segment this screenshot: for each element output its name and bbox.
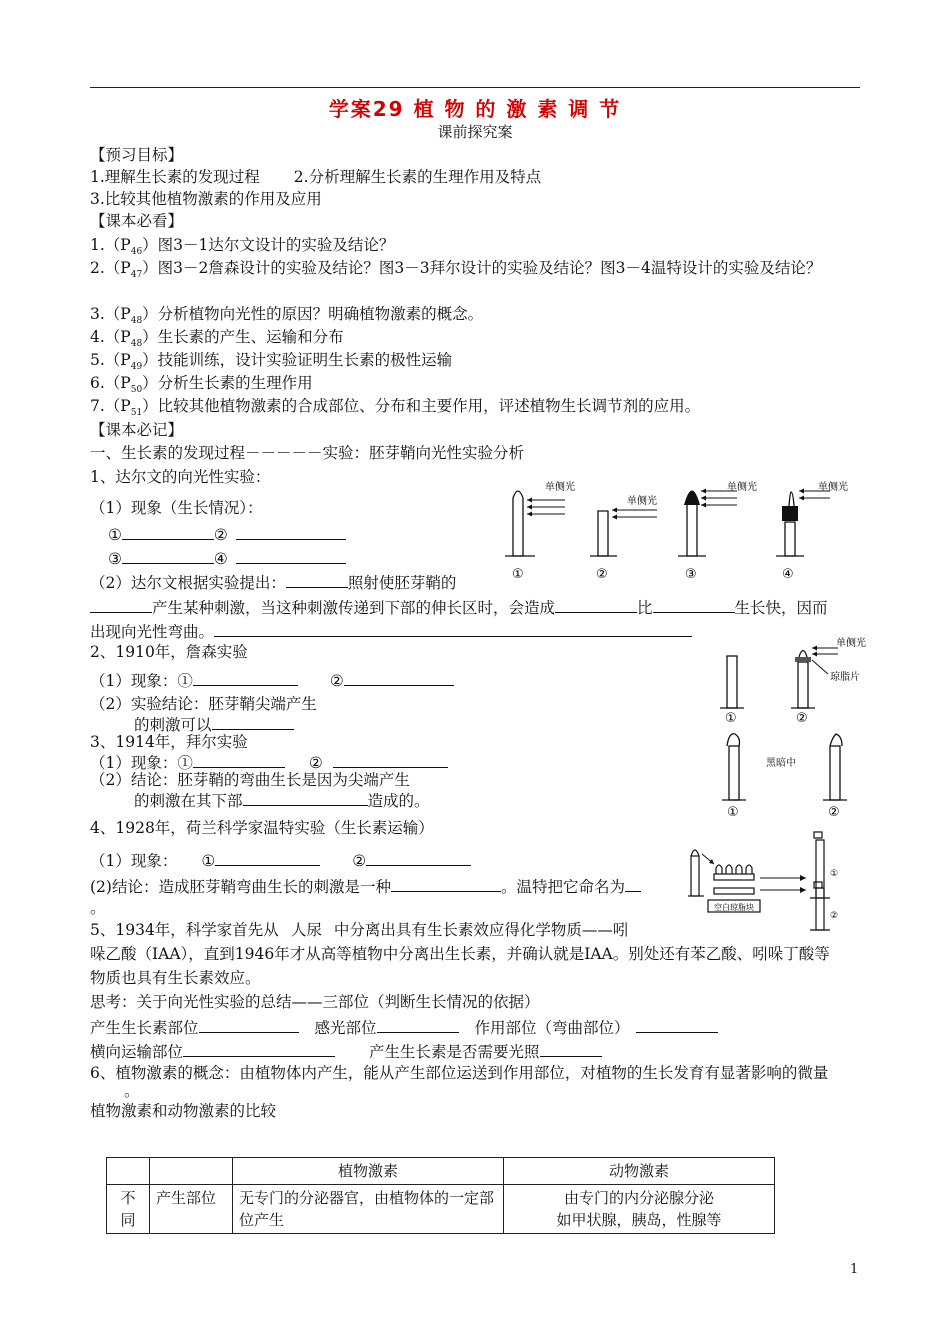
think-heading: 思考：关于向光性实验的总结——三部位（判断生长情况的依据） [90,993,540,1011]
went-phenomenon: （1）现象： ① ② [90,850,471,871]
paal-experiment-figure [718,730,868,822]
hormone-concept: 6、植物激素的概念：由植物体内产生，能从产生部位运送到作用部位，对植物的生长发育有显著影响的微量 [90,1064,829,1082]
blank-agar-label: 空白琼脂块 [714,903,754,912]
agar-label: 琼脂片 [830,672,860,683]
page-subtitle: 课前探究案 [437,123,513,141]
page-number: 1 [850,1262,859,1277]
opaque-sleeve-icon [782,506,798,521]
tip-4 [789,492,794,506]
darwin-conclusion-2: 产生某种刺激，当这种刺激传递到下部的伸长区时，会造成 比 生长快，因而 [90,597,828,618]
jensen-light-label: 单侧光 [836,638,866,649]
section-must-remember: 【课本必记】 [90,421,184,439]
darwin-conclusion-3: 出现向光性弯曲。 [90,621,692,642]
paal-conclusion-1: （2）结论：胚芽鞘的弯曲生长是因为尖端产生 [90,771,410,789]
read-item-1: $1.(P_{46})$图3－1达尔文设计的实验及结论？ [90,236,395,258]
row-plant-cell: 无专门的分泌器官，由植物体的一定部位产生 [233,1185,504,1234]
paal-conclusion-2: 的刺激在其下部 造成的。 [134,792,430,810]
read-item-2: $2.(P_{47})$图3－2詹森设计的实验及结论？图3－3拜尔设计的实验及结论？图3－4温特设计的实验及结论？ [90,259,822,281]
darwin-conclusion-1: （2）达尔文根据实验提出： 照射使胚芽鞘的 [90,574,457,592]
jensen-title: 2、1910年，詹森实验 [90,643,248,661]
goal-line-1 [90,167,541,187]
went-end: 。 [90,899,106,917]
coleoptile-2 [598,511,608,556]
jensen-coleoptile-2 [798,662,808,708]
page-title: 学案29 植 物 的 激 素 调 节 [328,97,622,121]
darwin-blanks-row-2: ③ ④ [108,548,346,569]
agar-block-top [714,874,754,880]
row-group-cell: 不同 [107,1185,150,1234]
paal-title: 3、1914年，拜尔实验 [90,733,248,751]
darwin-phenomenon: （1）现象（生长情况）： [90,499,263,517]
jensen-experiment-figure [718,636,868,728]
light-label-2: 单侧光 [627,496,657,507]
table-header-plant: 植物激素 [233,1158,504,1185]
went-coleoptile [691,856,699,896]
goal-3: 3.比较其他植物激素的作用及应用 [90,190,322,208]
table-row [107,1185,775,1234]
paal-coleoptile-1 [729,746,739,800]
darwin-blanks-row-1: ① ② [108,524,346,545]
jensen-num-2: ② [796,711,808,726]
gelatin-block-icon [795,657,811,662]
light-label-3: 单侧光 [727,482,757,493]
paal-coleoptile-2 [830,746,840,800]
read-item-4: $4.(P_{48})$生长素的产生、运输和分布 [90,328,344,350]
went-experiment-figure [688,826,858,936]
jensen-num-1: ① [725,711,737,726]
iaa-line-1: 5、1934年，科学家首先从 人尿 中分离出具有生长素效应得化学物质——吲 [90,921,629,939]
coleoptile-1 [513,491,523,556]
section-preview-goal: 【预习目标】 [90,146,184,164]
coleoptile-4 [785,522,795,556]
three-parts-row-2: 横向运输部位 产生生长素是否需要光照 [90,1041,602,1062]
opaque-cap-icon [684,491,700,506]
paal-phenomenon: （1）现象：① ② [90,752,448,773]
table-header-animal: 动物激素 [504,1158,775,1185]
compare-title: 植物激素和动物激素的比较 [90,1102,277,1120]
fig-num-1: ① [512,567,524,582]
row-item-cell: 产生部位 [150,1185,233,1234]
light-label-1: 单侧光 [545,482,575,493]
goal-2: 2.分析理解生长素的生理作用及特点 [293,168,542,186]
went-result-2 [816,888,824,930]
went-conclusion: (2)结论：造成胚芽鞘弯曲生长的刺激是一种 。温特把它命名为 [90,876,641,897]
paal-num-1: ① [727,805,739,820]
went-result-1 [816,840,824,898]
went-title: 4、1928年，荷兰科学家温特实验（生长素运输） [90,819,434,837]
iaa-line-3: 物质也具有生长素效应。 [90,969,261,987]
three-parts-row-1: 产生生长素部位 感光部位 作用部位（弯曲部位） [90,1017,718,1038]
goal-1: 1.理解生长素的发现过程 [90,168,260,186]
paal-tip-1 [727,734,740,746]
top-rule [90,87,860,88]
jensen-coleoptile-1 [727,656,737,708]
section-must-read: 【课本必看】 [90,212,184,230]
jensen-phenomenon: （1）现象：① ② [90,670,454,691]
section-1-heading: 一、生长素的发现过程－－－－－实验：胚芽鞘向光性实验分析 [90,444,525,462]
darwin-title: 1、达尔文的向光性实验： [90,468,271,486]
table-header-row [107,1158,775,1185]
light-label-4: 单侧光 [818,482,848,493]
table-header-cell [150,1158,233,1185]
darwin-experiment-figure [505,478,860,586]
jensen-conclusion-2: 的刺激可以 [134,714,294,735]
paal-tip-2 [830,734,842,746]
hormone-comparison-table [106,1157,775,1234]
fig-num-2: ② [596,567,608,582]
row-animal-cell: 由专门的内分泌腺分泌 如甲状腺，胰岛，性腺等 [504,1185,775,1234]
fig-num-3: ③ [685,567,697,582]
iaa-line-2: 哚乙酸（IAA），直到1946年才从高等植物中分离出生长素，并确认就是IAA。别处还有苯乙酸、吲哚丁酸等 [90,945,830,963]
hormone-concept-end: 。 [124,1082,140,1100]
read-item-3: $3.(P_{48})$分析植物向光性的原因？明确植物激素的概念。 [90,305,484,327]
read-item-5: $5.(P_{49})$技能训练，设计实验证明生长素的极性运输 [90,351,453,373]
read-item-7: $7.(P_{51})$比较其他植物激素的合成部位、分布和主要作用，评述植物生长调节剂的应用。 [90,397,701,419]
dark-label: 黑暗中 [766,758,796,769]
fig-num-4: ④ [782,567,794,582]
jensen-conclusion-1: （2）实验结论：胚芽鞘尖端产生 [90,695,317,713]
paal-num-2: ② [828,805,840,820]
went-num-2: ② [830,911,839,921]
coleoptile-3 [687,504,697,556]
agar-block-bottom [714,888,754,894]
read-item-6: $6.(P_{50})$分析生长素的生理作用 [90,374,313,396]
went-num-1: ① [830,869,839,879]
table-header-cell [107,1158,150,1185]
